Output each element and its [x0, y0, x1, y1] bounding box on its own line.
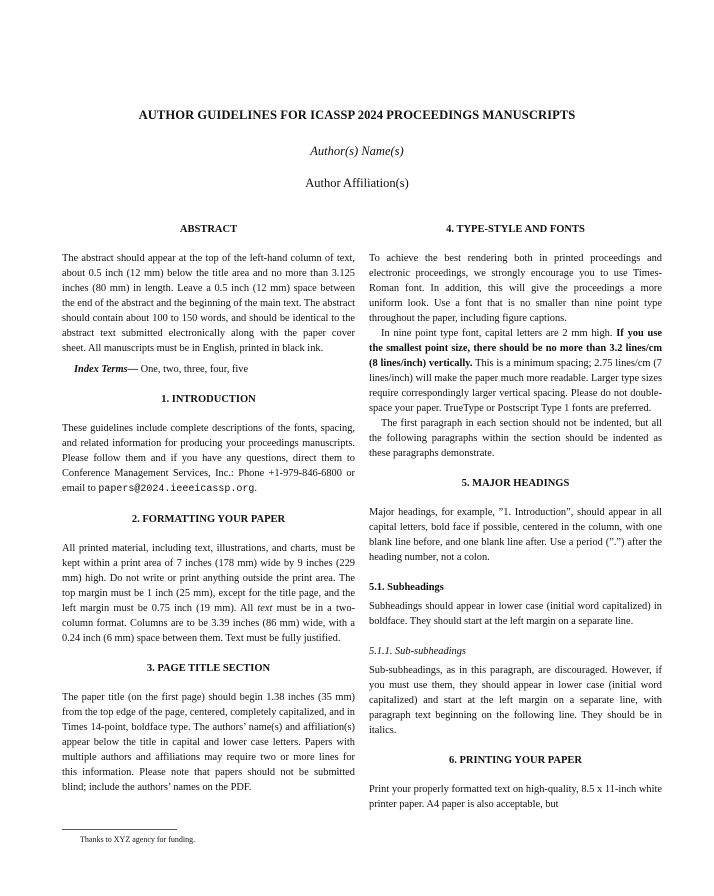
typestyle-p1: To achieve the best rendering both in printed proceedings and electronic proceedings, we strongly encourage you to use Times-Roman font. In addition, this will give the proceedings a more uniform look. Use a font that is no smaller than nine point type throughout the paper, including figure captions. — [369, 253, 662, 324]
index-terms-values: One, two, three, four, five — [140, 364, 249, 375]
subsubsection-heading: 5.1.1. Sub-subheadings — [369, 646, 466, 657]
typestyle-p2 — [369, 326, 662, 416]
section-heading-formatting: 2. FORMATTING YOUR PAPER — [131, 514, 286, 525]
page-title-section-text: The paper title (on the first page) should begin 1.38 inches (35 mm) from the top edge of the page, centered, completely capitalized, and in Times 14-point, boldface type. The authors’ name(s) and affiliation(s) appear below the title in capital and lower case letters. Papers with multiple authors and affiliations may require two or more lines for this information. Please note that papers should not be submitted blind; include the authors’ names on the PDF. — [62, 692, 355, 793]
email-link[interactable]: papers@2024.ieeeicassp.org — [98, 484, 255, 495]
typestyle-p2-bold: If you use the smallest point size, there should be no more than 3.2 lines/cm (8 lines/inch) vertically. — [369, 328, 662, 369]
intro-end: . — [254, 483, 258, 494]
formatting-italic: text — [257, 603, 273, 614]
authors: Author(s) Name(s) — [310, 144, 404, 158]
abstract-text: The abstract should appear at the top of the left-hand column of text, about 0.5 inch (12 mm) below the title area and no more than 3.125 inches (80 mm) in length. Leave a 0.5 inch (12 mm) space between the end of the abstract and the beginning of the main text. The abstract should contain about 100 to 150 words, and should be identical to the abstract text submitted electronically along with the paper cover sheet. All manuscripts must be in English, printed in black ink. — [62, 253, 355, 354]
left-column — [62, 222, 355, 795]
formatting-body-1: All printed material, including text, illustrations, and charts, must be kept within a print area of 7 inches (178 mm) wide by 9 inches (229 mm) high. Do not write or print anything outside the print area. The top margin must be 1 inch (25 mm), except for the title page, and the left margin must be 0.75 inch (19 mm). All — [62, 543, 355, 614]
affiliation: Author Affiliation(s) — [305, 176, 409, 190]
typestyle-p2-start: In nine point type font, capital letters are 2 mm high. — [381, 328, 613, 339]
formatting-body-2: must be in a two-column format. Columns are to be 3.39 inches (86 mm) wide, with a 0.24 inch (6 mm) space between them. Text must be fully justified. — [62, 603, 355, 644]
footnote-rule — [62, 829, 177, 830]
index-terms — [62, 362, 355, 377]
typestyle-p3: The first paragraph in each section should not be indented, but all the following paragraphs within the section should be indented as these paragraphs demonstrate. — [369, 418, 662, 459]
abstract-heading: ABSTRACT — [179, 224, 238, 235]
subsection-heading: 5.1. Subheadings — [369, 582, 444, 593]
subsubsection-text: Sub-subheadings, as in this paragraph, are discouraged. However, if you must use them, they should appear in lower case (initial word capitalized) and start at the left margin on a separate line, with paragraph text beginning on the following line. They should be in italics. — [369, 665, 662, 736]
right-column — [369, 222, 662, 812]
subsection-text: Subheadings should appear in lower case (initial word capitalized) in boldface. They should start at the left margin on a separate line. — [369, 601, 662, 627]
section-heading-printing: 6. PRINTING YOUR PAPER — [449, 755, 582, 766]
formatting-text — [62, 541, 355, 646]
section-heading-page-title: 3. PAGE TITLE SECTION — [146, 663, 271, 674]
section-heading-introduction: 1. INTRODUCTION — [161, 394, 256, 405]
printing-text: Print your properly formatted text on high-quality, 8.5 x 11-inch white printer paper. A4 paper is also acceptable, but — [369, 784, 662, 810]
section-heading-major: 5. MAJOR HEADINGS — [461, 478, 570, 489]
intro-text — [62, 421, 355, 497]
index-terms-label: Index Terms— — [74, 364, 138, 375]
page-title: AUTHOR GUIDELINES FOR ICASSP 2024 PROCEEDINGS MANUSCRIPTS — [138, 108, 576, 122]
footnote: Thanks to XYZ agency for funding. — [80, 835, 196, 844]
section-heading-typestyle: 4. TYPE-STYLE AND FONTS — [446, 224, 585, 235]
typestyle-p2-end: This is a minimum spacing; 2.75 lines/cm (7 lines/inch) will make the paper much more readable. Larger type sizes require correspondingly larger vertical spacing. Please do not double-space your paper. TrueType or Postscript Type 1 fonts are preferred. — [369, 358, 662, 414]
intro-body: These guidelines include complete descriptions of the fonts, spacing, and related information for producing your proceedings manuscripts. Please follow them and if you have any questions, direct them to Conference Management Services, Inc.: Phone +1-979-846-6800 or email to — [62, 423, 355, 494]
major-text: Major headings, for example, ”1. Introduction”, should appear in all capital letters, bold face if possible, centered in the column, with one blank line before, and one blank line after. Use a period (”.”) after the heading number, not a colon. — [369, 507, 662, 563]
